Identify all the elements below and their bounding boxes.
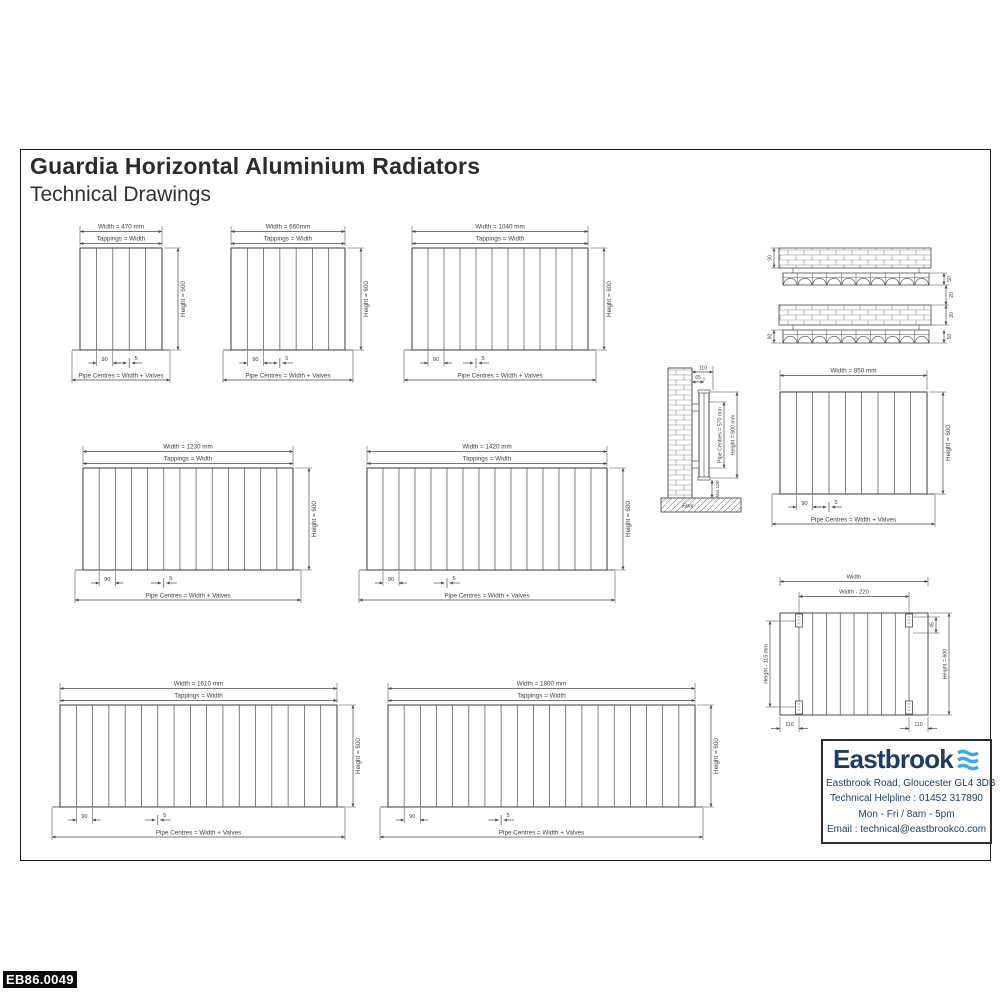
radiator-1800 bbox=[380, 681, 720, 841]
brand-logo-text: Eastbrook bbox=[833, 744, 953, 774]
wall-offset-dim: 110 bbox=[698, 365, 708, 372]
pipe-inset-dim: 90 bbox=[104, 576, 111, 583]
width-label: Width = 660mm bbox=[265, 223, 311, 231]
section-gap-dim: 5 bbox=[134, 356, 138, 362]
radiator-850 bbox=[772, 368, 952, 528]
section-gap-dim: 5 bbox=[169, 576, 173, 582]
bracket-position-detail bbox=[764, 575, 953, 733]
side-height-label: Height = 600 mm bbox=[730, 414, 737, 456]
height-label: Height = 600 bbox=[713, 738, 720, 774]
brand-box bbox=[821, 739, 996, 844]
plan-right-dim-4: 50 bbox=[947, 333, 953, 340]
width-label: Width = 1610 mm bbox=[173, 680, 224, 688]
pipe-centres-label: Pipe Centres = Width + Valves bbox=[145, 592, 231, 600]
width-label: Width = 1040 mm bbox=[475, 223, 525, 231]
bracket-icon-bottom-right bbox=[906, 701, 913, 714]
radiator-1230 bbox=[75, 444, 318, 604]
section-gap-dim: 5 bbox=[285, 356, 289, 362]
width-label: Width = 470 mm bbox=[97, 223, 145, 231]
plan-right-dim-1: 50 bbox=[947, 276, 953, 282]
pipe-inset-dim: 90 bbox=[432, 356, 440, 363]
pipe-centres-label: Pipe Centres = Width + Valves bbox=[78, 372, 164, 380]
pipe-centres-label: Pipe Centres = Width + Valves bbox=[444, 592, 530, 600]
side-pipe-centres-label: Pipe Centres = 570 mm bbox=[717, 407, 724, 463]
bracket-height-right-label: Height = 600 bbox=[942, 648, 949, 680]
bracket-centres-label: Width - 220 bbox=[839, 589, 869, 596]
section-gap-dim: 5 bbox=[163, 813, 167, 819]
width-label: Width = 850 mm bbox=[830, 367, 877, 375]
bracket-edge-offset-left: 110 bbox=[785, 722, 794, 728]
pipe-inset-dim: 90 bbox=[801, 500, 808, 507]
brand-address: Eastbrook Road, Gloucester GL4 3DB bbox=[826, 777, 996, 789]
height-label: Height = 600 bbox=[625, 501, 632, 537]
height-label: Height = 600 bbox=[180, 281, 187, 317]
pipe-centres-label: Pipe Centres = Width + Valves bbox=[457, 372, 543, 380]
section-gap-dim: 5 bbox=[834, 500, 838, 506]
width-label: Width = 1420 mm bbox=[462, 443, 512, 451]
tappings-label: Tappings = Width bbox=[475, 235, 525, 243]
pipe-inset-dim: 90 bbox=[252, 356, 259, 363]
plan-right-dim-2: 20 bbox=[949, 292, 955, 298]
height-label: Height = 600 bbox=[945, 425, 952, 461]
plan-right-dim-3: 20 bbox=[949, 312, 955, 318]
floor-clearance-dim: Min 100 bbox=[716, 480, 721, 498]
wall-mount-side-view bbox=[661, 366, 741, 513]
tappings-label: Tappings = Width bbox=[517, 692, 566, 700]
bracket-edge-offset-right: 110 bbox=[914, 722, 923, 728]
radiator-1610 bbox=[52, 681, 362, 841]
plan-left-dim-2: 90 bbox=[767, 333, 774, 340]
tappings-label: Tappings = Width bbox=[163, 455, 213, 463]
bracket-icon-bottom-left bbox=[796, 701, 803, 714]
page-subtitle: Technical Drawings bbox=[30, 183, 211, 206]
tappings-label: Tappings = Width bbox=[96, 235, 146, 243]
bracket-icon-top-left bbox=[796, 614, 803, 627]
pipe-inset-dim: 90 bbox=[81, 813, 88, 820]
width-label: Width = 1230 mm bbox=[163, 443, 213, 451]
tappings-label: Tappings = Width bbox=[462, 455, 512, 463]
pipe-centres-label: Pipe Centres = Width + Valves bbox=[498, 829, 585, 837]
pipe-centres-label: Pipe Centres = Width + Valves bbox=[245, 372, 331, 380]
radiator-1420 bbox=[359, 444, 632, 604]
floor-label: Floor bbox=[682, 503, 694, 510]
height-label: Height = 600 bbox=[606, 281, 613, 317]
pipe-inset-dim: 90 bbox=[101, 356, 108, 363]
tappings-label: Tappings = Width bbox=[263, 235, 313, 243]
section-gap-dim: 5 bbox=[506, 813, 510, 819]
brand-hours: Mon - Fri / 8am - 5pm bbox=[858, 808, 955, 820]
bracket-top-offset-dim: 45 bbox=[929, 622, 936, 628]
height-label: Height = 600 bbox=[363, 281, 370, 317]
eastbrook-waves-icon bbox=[956, 748, 980, 772]
radiator-660 bbox=[223, 224, 370, 384]
plan-view-details bbox=[768, 248, 956, 343]
tappings-label: Tappings = Width bbox=[174, 692, 223, 700]
pipe-centres-label: Pipe Centres = Width + Valves bbox=[810, 516, 897, 524]
width-label: Width = 1800 mm bbox=[516, 680, 567, 688]
page-title: Guardia Horizontal Aluminium Radiators bbox=[30, 153, 481, 179]
bracket-offset-dim: 65 bbox=[695, 375, 701, 381]
height-label: Height = 600 bbox=[355, 738, 362, 774]
pipe-inset-dim: 90 bbox=[387, 576, 395, 583]
pipe-centres-label: Pipe Centres = Width + Valves bbox=[155, 829, 242, 837]
bracket-icon-top-right bbox=[906, 614, 913, 627]
pipe-inset-dim: 90 bbox=[409, 813, 416, 820]
section-gap-dim: 5 bbox=[452, 576, 456, 582]
plan-left-dim-1: 90 bbox=[767, 255, 774, 261]
height-label: Height = 600 bbox=[311, 501, 318, 537]
brand-helpline: Technical Helpline : 01452 317890 bbox=[830, 793, 983, 805]
section-gap-dim: 5 bbox=[481, 356, 485, 362]
brand-email: Email : technical@eastbrookco.com bbox=[826, 824, 987, 836]
brand-logo bbox=[826, 746, 987, 773]
bracket-height-left-label: Height - 115 mm bbox=[763, 644, 770, 684]
radiator-470 bbox=[72, 224, 187, 384]
bracket-width-label: Width bbox=[846, 574, 862, 581]
sheet-code-badge: EB86.0049 bbox=[3, 971, 77, 988]
radiator-1040 bbox=[404, 224, 613, 384]
